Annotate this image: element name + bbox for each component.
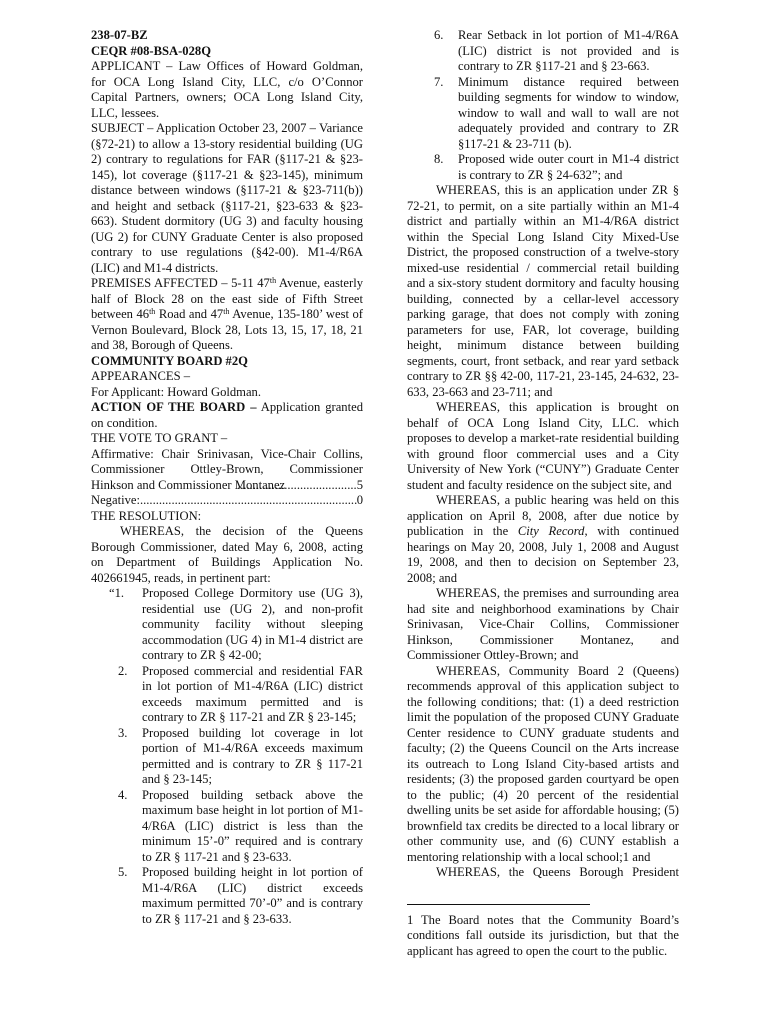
appearances-heading: APPEARANCES – xyxy=(91,369,191,383)
action-label: ACTION OF THE BOARD – xyxy=(91,400,257,414)
community-board: COMMUNITY BOARD #2Q xyxy=(91,353,248,368)
item-number: 8. xyxy=(434,152,444,166)
item-number: 4. xyxy=(118,787,128,802)
objection-list-left xyxy=(91,586,363,927)
hearing-text-b: , with continued hearings on May 20, 2008, July 1, 2008 and August 19, 2008, and then to decision on September 23, 2008; and xyxy=(407,524,679,585)
whereas-premises: WHEREAS, the premises and surrounding area had site and neighborhood examinations by Chair Srinivasan, Vice-Chair Collins, Commissioner Hinkson, Commissioner Montanez, and Commissioner Ottley-Brown; and xyxy=(407,586,679,662)
item-number: 5. xyxy=(118,865,128,879)
whereas-behalf: WHEREAS, this application is brought on behalf of OCA Long Island City, LLC. which proposes to develop a market-rate residential building with ground floor commercial uses and a City University of New York (“CUNY”) Graduate Center student and faculty residence on the subject site, and xyxy=(407,400,679,492)
for-applicant: For Applicant: Howard Goldman. xyxy=(91,384,261,399)
premises-sup-3: th xyxy=(223,307,230,316)
affirmative-count: 5 xyxy=(356,477,363,492)
premises-text-d: Avenue, 135-180’ west of Vernon Boulevard, Block 28, Lots 13, 15, 17, 18, 21 and 38, Borough of Queens. xyxy=(91,307,363,352)
negative-count: 0 xyxy=(356,493,363,507)
item-text: Proposed building setback above the maximum base height in lot portion of M1-4/R6A (LIC) district is less than the minimum 15’-0” required and is contrary to ZR § 117-21 and § 23-633. xyxy=(142,787,363,864)
affirmative-text: Affirmative: Chair Srinivasan, Vice-Chair Collins, Commissioner Ottley-Brown, Commissioner Hinkson and Commissioner Montanez xyxy=(91,446,363,492)
item-number: 7. xyxy=(434,74,444,89)
item-text: Proposed commercial and residential FAR in lot portion of M1-4/R6A (LIC) district exceeds maximum permitted and is contrary to ZR § 117-21 and ZR § 23-145; xyxy=(142,663,363,724)
applicant-paragraph: APPLICANT – Law Offices of Howard Goldman, for OCA Long Island City, LLC, c/o O’Connor Capital Partners, owners; OCA Long Island City, LLC, lessees. xyxy=(91,59,363,120)
item-number: 3. xyxy=(118,725,128,740)
objection-item xyxy=(407,152,679,183)
affirmative-count-line xyxy=(91,478,363,494)
negative-line xyxy=(91,493,363,509)
premises-sup-1: th xyxy=(269,276,277,285)
item-number: 6. xyxy=(434,28,444,42)
premises-paragraph xyxy=(91,276,363,354)
resolution-heading: THE RESOLUTION: xyxy=(91,508,202,523)
item-number: “1. xyxy=(109,586,125,600)
objection-item xyxy=(407,28,679,75)
premises-text-a: PREMISES AFFECTED – 5-11 47 xyxy=(91,276,270,290)
ceqr-number: CEQR #08-BSA-028Q xyxy=(91,43,211,58)
whereas-decision: WHEREAS, the decision of the Queens Borough Commissioner, dated May 6, 2008, acting on Department of Buildings Application No. 402661945, reads, in pertinent part: xyxy=(91,524,363,585)
objection-item xyxy=(91,865,363,927)
action-paragraph xyxy=(91,400,363,431)
objection-list-right xyxy=(407,28,679,183)
negative-label: Negative: xyxy=(91,493,140,507)
item-text: Minimum distance required between building segments for window to window, window to wall and wall to wall are not adequately provided and contrary to ZR §117-21 & 23-711 (b). xyxy=(458,74,679,151)
item-number: 2. xyxy=(118,663,128,678)
item-text: Rear Setback in lot portion of M1-4/R6A (LIC) district is not provided and is contrary to ZR §117-21 and § 23-663. xyxy=(458,28,679,73)
whereas-borough-president: WHEREAS, the Queens Borough President xyxy=(436,865,679,879)
calendar-number: 238-07-BZ xyxy=(91,28,148,42)
hearing-text-a: WHEREAS, a public hearing was held on this application on April 8, 2008, after due notice by publication in the xyxy=(407,493,679,538)
action-text: Application granted on condition. xyxy=(91,400,363,430)
item-text: Proposed wide outer court in M1-4 district is contrary to ZR § 24-632”; and xyxy=(458,152,679,182)
footnote-divider xyxy=(407,904,590,905)
dot-leader xyxy=(140,493,357,509)
item-text: Proposed building height in lot portion of M1-4/R6A (LIC) district exceeds maximum permitted 70’-0” and is contrary to ZR § 117-21 and § 23-633. xyxy=(142,865,363,926)
objection-item xyxy=(407,75,679,153)
premises-text-b: Avenue, easterly half of Block 28 on the east side of Fifth Street between 46 xyxy=(91,276,363,321)
whereas-application: WHEREAS, this is an application under ZR § 72-21, to permit, on a site partially within an M1-4 district and partially within an M1-4/R6A district within the Special Long Island City Mixed-Use District, the proposed construction of a twelve-story mixed-use residential / commercial retail building and a six-story student dormitory and faculty housing building, connected by a cellar-level accessory parking garage, that does not comply with zoning parameters for use, FAR, lot coverage, building height, minimum distance between building segments, court, front setback, and rear yard setback contrary to ZR §§ 42-00, 117-21, 23-145, 24-632, 23-633, 23-663 and 23-711; and xyxy=(407,183,679,399)
item-text: Proposed building lot coverage in lot portion of M1-4/R6A exceeds maximum permitted and is contrary to ZR § 117-21 and § 23-145; xyxy=(142,725,363,786)
item-text: Proposed College Dormitory use (UG 3), residential use (UG 2), and non-profit community facility without sleeping accommodation (UG 4) in M1-4 district are contrary to ZR § 42-00; xyxy=(142,586,363,662)
objection-item xyxy=(91,726,363,788)
objection-item xyxy=(91,788,363,866)
premises-text-c: Road and 47 xyxy=(155,307,224,321)
premises-sup-2: th xyxy=(149,307,156,316)
subject-paragraph: SUBJECT – Application October 23, 2007 – Variance (§72-21) to allow a 13-story residential building (UG 2) contrary to regulations for FAR (§117-21 & §23-145), lot coverage (§117-21 & §23-145), minimum distance between windows (§117-21 & §23-711(b)) and height and setback (§117-21, §23-633 & §23-663). Student dormitory (UG 3) and faculty housing (UG 2) for CUNY Graduate Center is also proposed contrary to use regulations (§42-00). M1-4/R6A (LIC) and M1-4 districts. xyxy=(91,121,363,275)
dot-leader xyxy=(91,478,357,494)
right-column xyxy=(407,28,679,959)
objection-item xyxy=(91,586,363,664)
city-record: City Record xyxy=(517,524,585,538)
objection-item xyxy=(91,664,363,726)
vote-heading: THE VOTE TO GRANT – xyxy=(91,431,228,445)
left-column xyxy=(91,28,363,927)
whereas-community-board: WHEREAS, Community Board 2 (Queens) recommends approval of this application subject to the following conditions; that: (1) a deed restriction limit the population of the proposed CUNY Graduate Center residence to CUNY graduate students and faculty; (2) the Queens Council on the Arts increase its outreach to Long Island City-based artists and residents; (3) the proposed garden courtyard be open to the public; (4) 20 percent of the residential dwelling units be set aside for affordable housing; (5) brownfield tax credits be directed to a local library or other community use, and (6) CUNY establish a mentoring relationship with a local school;1 and xyxy=(407,663,679,864)
footnote: 1 The Board notes that the Community Board’s conditions fall outside its jurisdiction, but that the applicant has agreed to open the court to the public. xyxy=(407,912,679,958)
whereas-hearing xyxy=(407,493,679,586)
